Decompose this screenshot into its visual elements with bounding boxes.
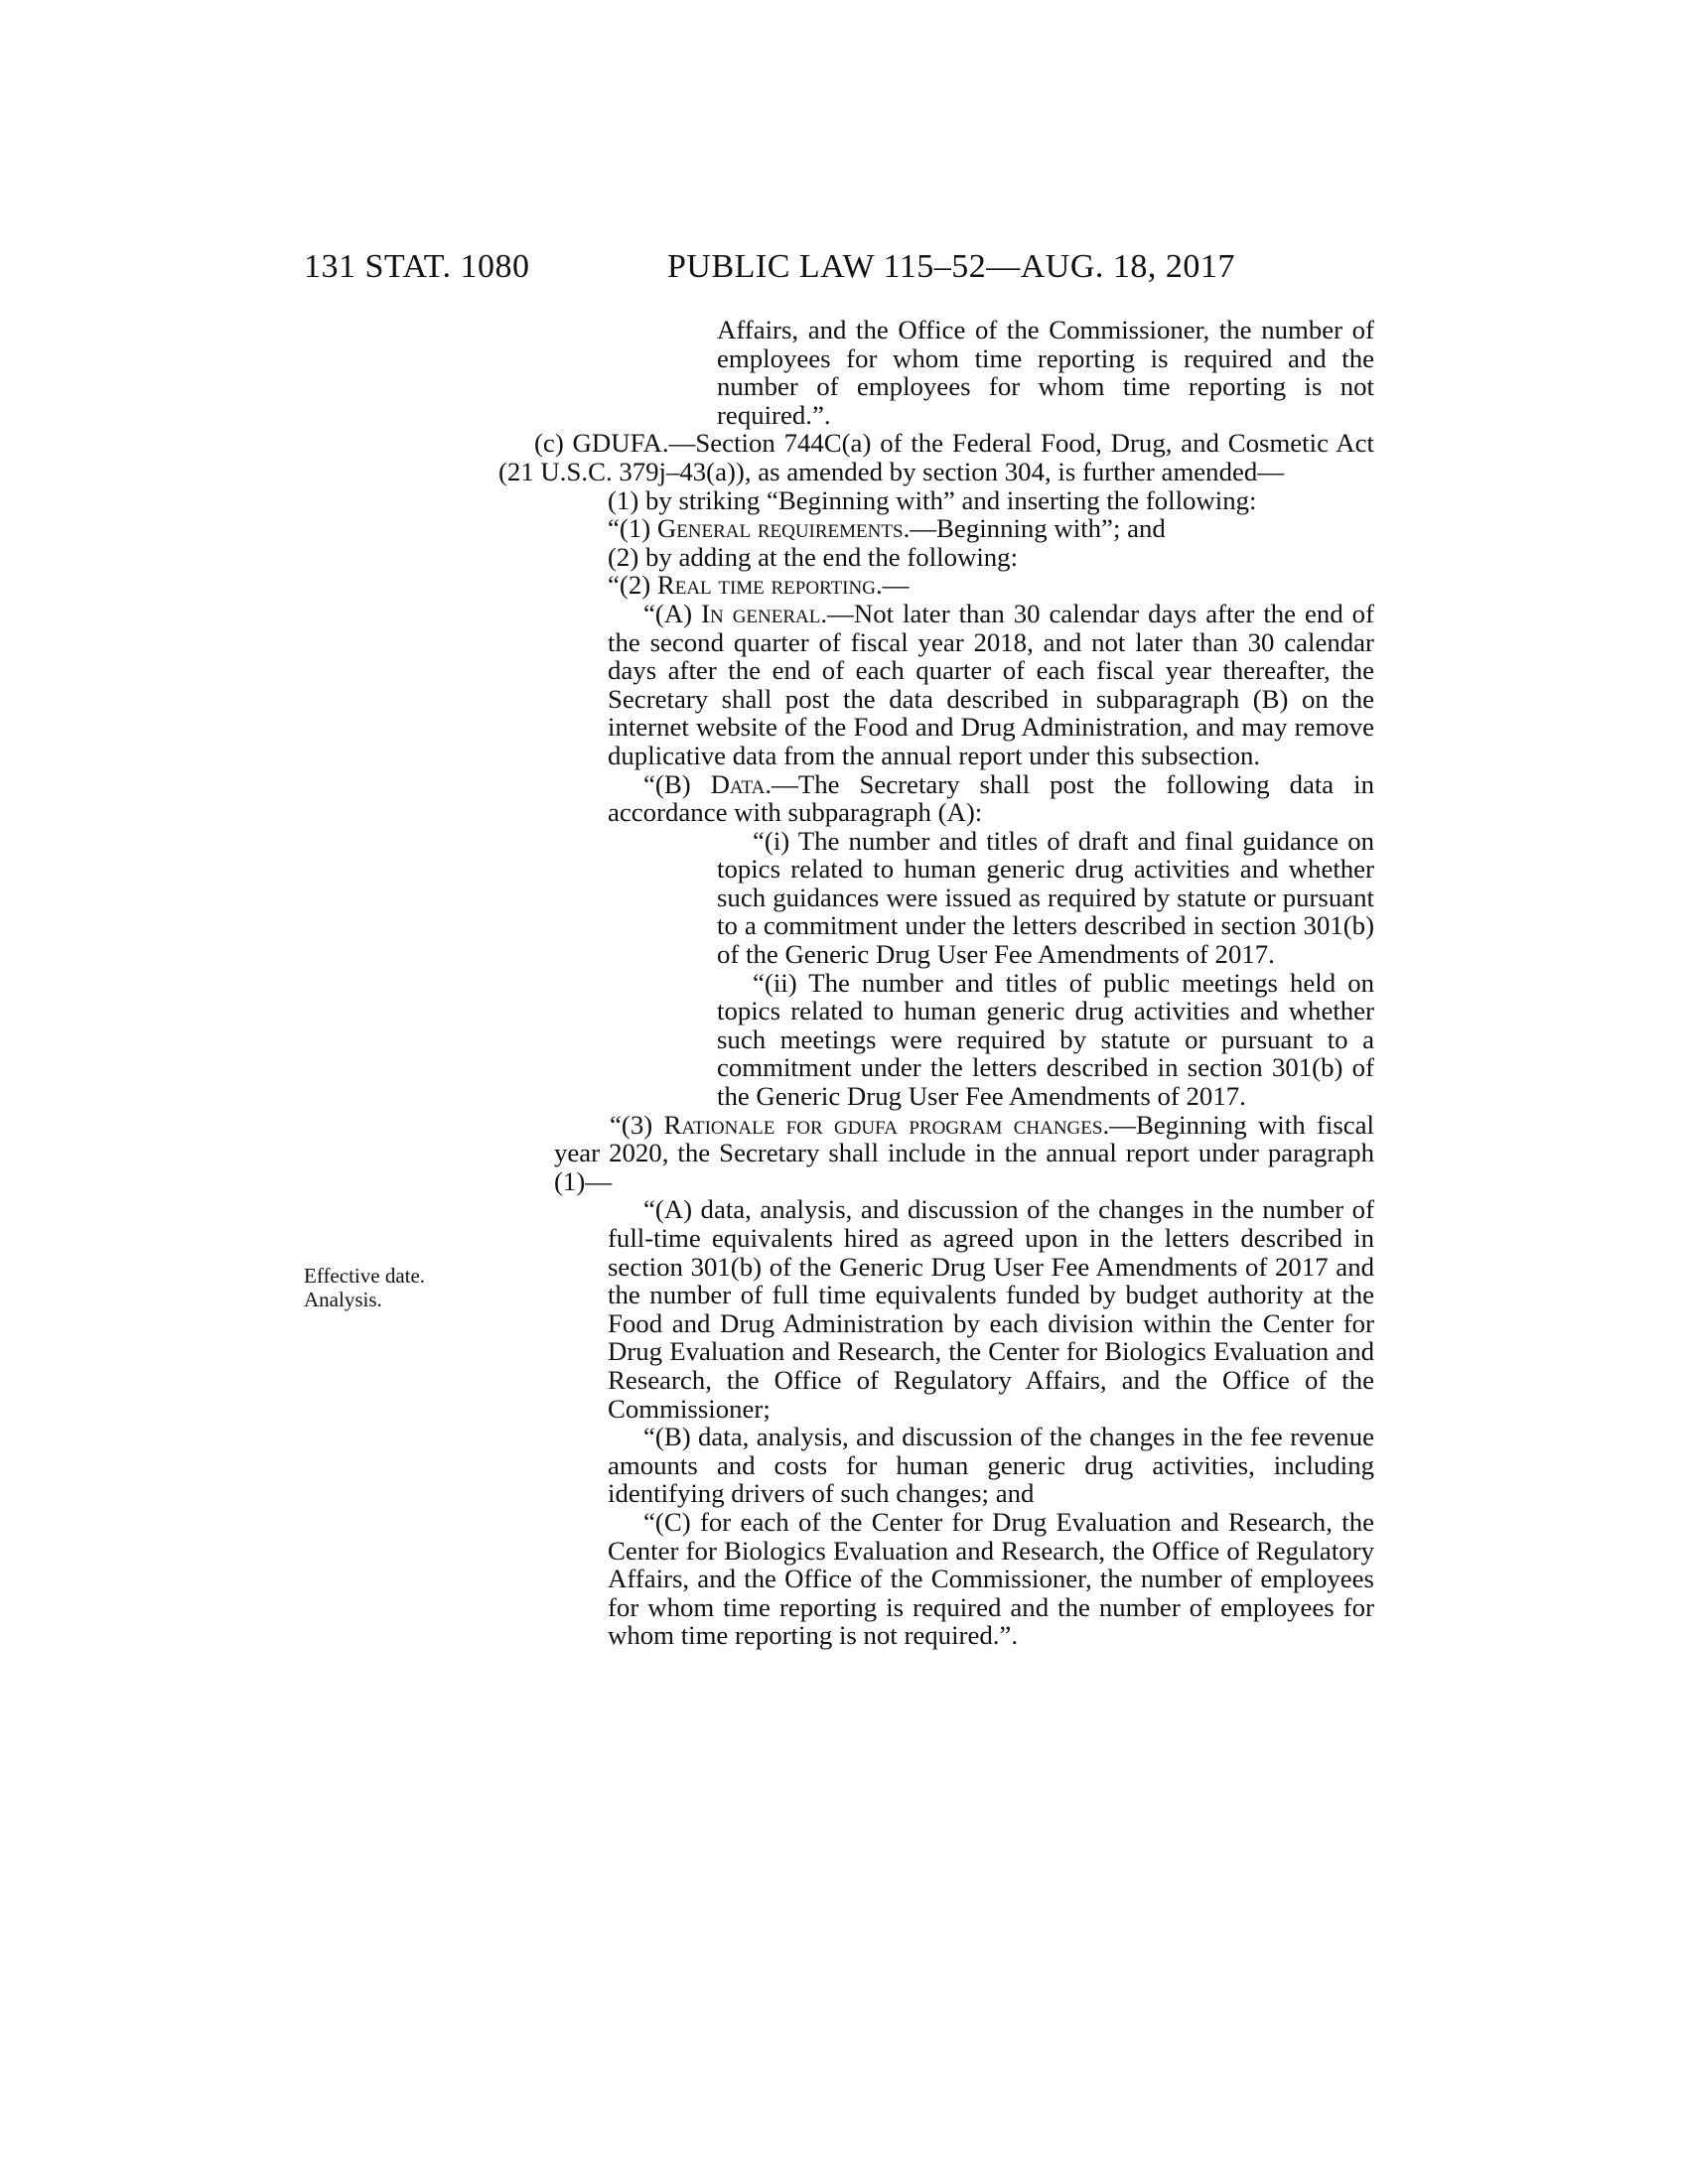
margin-note [304, 1264, 425, 1311]
amendment-item-1: (1) by striking “Beginning with” and inserting the following: [608, 484, 1257, 515]
subsection-c-gdufa: (c) GDUFA.—Section 744C(a) of the Federal Food, Drug, and Cosmetic Act (21 U.S.C. 379j–43(a)), as amended by section 304, is further amended— [498, 428, 1374, 486]
rationale-subparagraph-c: “(C) for each of the Center for Drug Evaluation and Research, the Center for Biologics Evaluation and Research, the Office of Regulatory Affairs, and the Office of the Commissioner, the number of employees for whom time reporting is required and the number of employees for whom time reporting is not required.”. [608, 1506, 1374, 1651]
margin-note-analysis: Analysis. [304, 1288, 382, 1311]
clause-ii-public-meetings: “(ii) The number and titles of public meetings held on topics related to human generic drug activities and whether such meetings were required by statute or pursuant to a commitment under the letters described in section 301(b) of the Generic Drug User Fee Amendments of 2017. [717, 967, 1374, 1112]
public-law-title: PUBLIC LAW 115–52—AUG. 18, 2017 [667, 248, 1235, 285]
continuation-paragraph: Affairs, and the Office of the Commissioner, the number of employees for whom time reporting is required and the number of employees for whom time reporting is not required.”. [717, 315, 1374, 430]
rationale-subparagraph-b: “(B) data, analysis, and discussion of the changes in the fee revenue amounts and costs for human generic drug activities, including identifying drivers of such changes; and [608, 1422, 1374, 1509]
inserted-heading-general-requirements: “(1) General requirements.—Beginning with”; and [608, 513, 1166, 544]
paragraph-3-rationale: “(3) Rationale for gdufa program changes.—Beginning with fiscal year 2020, the Secretary shall include in the annual report under paragraph (1)— [554, 1109, 1374, 1196]
subparagraph-a-in-general: “(A) In general.—Not later than 30 calendar days after the end of the second quarter of fiscal year 2018, and not later than 30 calendar days after the end of each quarter of each fiscal year thereafter, the Secretary shall post the data described in subparagraph (B) on the internet website of the Food and Drug Administration, and may remove duplicative data from the annual report under this subsection. [608, 598, 1375, 770]
margin-note-effective-date: Effective date. [304, 1264, 426, 1288]
clause-i-guidance: “(i) The number and titles of draft and final guidance on topics related to human generic drug activities and whether such guidances were issued as required by statute or pursuant to a commitment under the letters described in section 301(b) of the Generic Drug User Fee Amendments of 2017. [717, 825, 1374, 970]
subparagraph-b-data: “(B) Data.—The Secretary shall post the following data in accordance with subparagraph (A): [608, 768, 1374, 828]
statute-body [498, 316, 1374, 1650]
paragraph-2-real-time-reporting: “(2) Real time reporting.— [608, 570, 910, 601]
stat-page-reference: 131 STAT. 1080 [304, 248, 530, 285]
rationale-subparagraph-a: “(A) data, analysis, and discussion of the changes in the number of full-time equivalents hired as agreed upon in the letters described in section 301(b) of the Generic Drug User Fee Amendments of 2017 and the number of full time equivalents funded by budget authority at the Food and Drug Administration by each division within the Center for Drug Evaluation and Research, the Center for Biologics Evaluation and Research, the Office of Regulatory Affairs, and the Office of the Commissioner; [608, 1194, 1374, 1424]
amendment-item-2: (2) by adding at the end the following: [608, 541, 1019, 572]
